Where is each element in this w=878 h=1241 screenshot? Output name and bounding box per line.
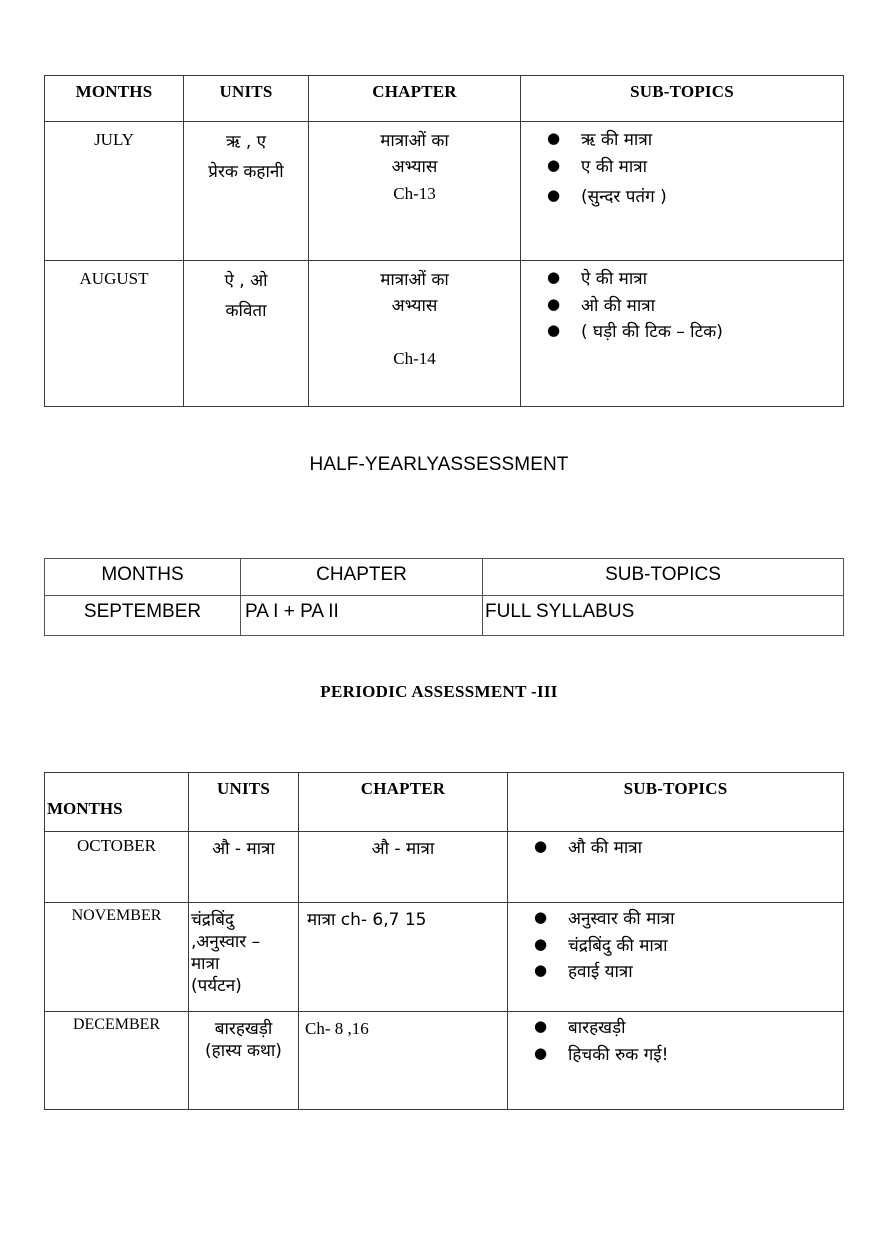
chapter-line: मात्राओं का: [380, 131, 449, 151]
subtopics-list: [521, 128, 843, 210]
subtopics-list: [521, 267, 843, 345]
table-header-row: [45, 773, 844, 832]
table3-header-chapter: [299, 773, 508, 832]
table3-cell-month: [45, 1012, 189, 1110]
bullet-icon: ●: [534, 1017, 548, 1035]
table2-cell-month: [45, 596, 241, 636]
unit-line: बारहखड़ी: [214, 1019, 273, 1039]
table-row: [45, 122, 844, 261]
list-item: [547, 294, 843, 319]
table3-header-subtopics: [508, 773, 844, 832]
chapter-content: [309, 261, 520, 376]
bullet-icon: ●: [534, 837, 548, 855]
list-item-label: ( घड़ी की टिक – टिक): [581, 322, 723, 343]
table-row: [45, 903, 844, 1012]
table3-cell-units: [189, 1012, 299, 1110]
bullet-icon: ●: [547, 268, 561, 286]
units-content: [189, 903, 298, 1001]
table-header-row: [45, 76, 844, 122]
periodic-assessment-iii-table: [44, 772, 844, 1110]
table3-cell-units: [189, 903, 299, 1012]
bullet-icon: ●: [547, 186, 561, 205]
table2-cell-subtopics: [483, 596, 844, 636]
table1-header-months: [45, 76, 184, 122]
chapter-label: PA I + PA II: [245, 601, 339, 622]
list-item-label: हवाई यात्रा: [568, 962, 633, 983]
list-item: [534, 836, 843, 861]
list-item: [547, 320, 843, 345]
table1-header-chapter: [309, 76, 521, 122]
list-item-label: ऐ की मात्रा: [581, 269, 648, 289]
bullet-icon: ●: [534, 961, 548, 980]
bullet-icon: ●: [547, 294, 561, 313]
list-item-label: हिचकी रुक गई!: [568, 1044, 669, 1065]
unit-line: कविता: [225, 300, 267, 321]
table1-cell-units: [184, 122, 309, 261]
header-label: CHAPTER: [372, 82, 457, 101]
unit-line: ,अनुस्वार –: [191, 932, 261, 953]
table3-header-units: [189, 773, 299, 832]
list-item-label: चंद्रबिंदु की मात्रा: [568, 935, 668, 956]
list-item: [534, 907, 843, 932]
units-content: [184, 122, 308, 192]
table3-cell-chapter: [299, 832, 508, 903]
list-item: [547, 267, 843, 292]
list-item-label: ऋ की मात्रा: [581, 130, 653, 150]
table3-cell-subtopics: [508, 903, 844, 1012]
subtopics-list: [508, 1016, 843, 1067]
table3-cell-month: [45, 903, 189, 1012]
header-label: UNITS: [217, 779, 270, 798]
heading-periodic-assessment-iii: PERIODIC ASSESSMENT -III: [320, 682, 558, 701]
chapter-line: Ch-13: [393, 183, 436, 203]
subtopics-label: FULL SYLLABUS: [485, 601, 635, 622]
month-label: NOVEMBER: [71, 907, 162, 924]
chapter-line: मात्रा ch- 6,7 15: [307, 910, 427, 930]
table3-cell-month: [45, 832, 189, 903]
units-content: [184, 261, 308, 331]
month-label: JULY: [94, 130, 134, 149]
chapter-content: [299, 903, 507, 935]
table3-cell-chapter: [299, 903, 508, 1012]
table3-cell-units: [189, 832, 299, 903]
table1-cell-month: [45, 261, 184, 407]
header-label: MONTHS: [75, 82, 153, 101]
chapter-line: औ - मात्रा: [371, 839, 435, 859]
table-header-row: [45, 559, 844, 596]
subtopics-list: [508, 907, 843, 985]
table1-cell-subtopics: [521, 261, 844, 407]
header-label: CHAPTER: [316, 564, 407, 585]
bullet-icon: ●: [547, 155, 561, 174]
table1-cell-month: [45, 122, 184, 261]
unit-line: चंद्रबिंदु: [191, 910, 234, 930]
unit-line: ऋ , ए: [225, 132, 267, 152]
chapter-line: Ch- 8 ,16: [305, 1019, 369, 1038]
bullet-icon: ●: [547, 321, 561, 340]
chapter-content: [309, 122, 520, 211]
table1-cell-chapter: [309, 122, 521, 261]
list-item: [534, 1043, 843, 1068]
unit-line: मात्रा: [191, 954, 220, 975]
unit-line: प्रेरक कहानी: [208, 161, 284, 182]
header-label: MONTHS: [47, 799, 123, 818]
half-yearly-assessment-table: [44, 558, 844, 636]
table1-cell-subtopics: [521, 122, 844, 261]
list-item-label: (सुन्दर पतंग ): [581, 187, 667, 208]
chapter-content: [299, 1012, 507, 1044]
month-label: SEPTEMBER: [83, 601, 202, 622]
chapter-content: [299, 832, 507, 864]
table3-cell-subtopics: [508, 832, 844, 903]
table2-header-chapter: [241, 559, 483, 596]
table-row: [45, 832, 844, 903]
table-row: [45, 261, 844, 407]
table1-header-subtopics: [521, 76, 844, 122]
table3-cell-subtopics: [508, 1012, 844, 1110]
chapter-line: अभ्यास: [391, 296, 438, 317]
table-row: [45, 1012, 844, 1110]
bullet-icon: ●: [534, 908, 548, 926]
bullet-icon: ●: [547, 129, 561, 147]
list-item: [534, 960, 843, 985]
unit-line: (पर्यटन): [191, 976, 242, 997]
table2-header-subtopics: [483, 559, 844, 596]
table1-cell-units: [184, 261, 309, 407]
header-label: SUB-TOPICS: [630, 82, 734, 101]
table3-cell-chapter: [299, 1012, 508, 1110]
unit-line: ऐ , ओ: [224, 271, 268, 291]
list-item-label: अनुस्वार की मात्रा: [568, 909, 675, 929]
list-item: [547, 155, 843, 180]
periodic-assessment-ii-table: [44, 75, 844, 407]
header-label: SUB-TOPICS: [623, 779, 728, 798]
chapter-line: Ch-14: [393, 348, 436, 368]
list-item-label: औ की मात्रा: [568, 838, 643, 858]
table1-header-units: [184, 76, 309, 122]
list-item: [547, 185, 843, 210]
heading-half-yearly-assessment: HALF-YEARLYASSESSMENT: [309, 454, 569, 475]
list-item-label: ए की मात्रा: [581, 156, 648, 177]
chapter-line: मात्राओं का: [380, 270, 449, 290]
list-item-label: बारहखड़ी: [568, 1018, 626, 1038]
chapter-spacer: [313, 320, 516, 346]
month-label: AUGUST: [79, 269, 149, 288]
table3-header-months: [45, 773, 189, 832]
header-label: MONTHS: [101, 564, 184, 585]
header-spacer: [45, 773, 188, 799]
unit-line: औ - मात्रा: [212, 839, 275, 859]
header-label: UNITS: [219, 82, 273, 101]
table-row: [45, 596, 844, 636]
month-label: DECEMBER: [72, 1016, 161, 1033]
list-item-label: ओ की मात्रा: [581, 295, 656, 316]
header-label: SUB-TOPICS: [605, 564, 721, 585]
units-content: [189, 1012, 298, 1066]
units-content: [189, 832, 298, 864]
table2-cell-chapter: [241, 596, 483, 636]
bullet-icon: ●: [534, 1043, 548, 1062]
bullet-icon: ●: [534, 934, 548, 953]
list-item: [534, 1016, 843, 1041]
list-item: [547, 128, 843, 153]
table2-header-months: [45, 559, 241, 596]
unit-line: (हास्य कथा): [205, 1041, 282, 1062]
list-item: [534, 934, 843, 959]
table1-cell-chapter: [309, 261, 521, 407]
chapter-line: अभ्यास: [391, 157, 438, 178]
header-label: CHAPTER: [360, 779, 446, 798]
subtopics-list: [508, 836, 843, 861]
month-label: OCTOBER: [76, 836, 157, 855]
